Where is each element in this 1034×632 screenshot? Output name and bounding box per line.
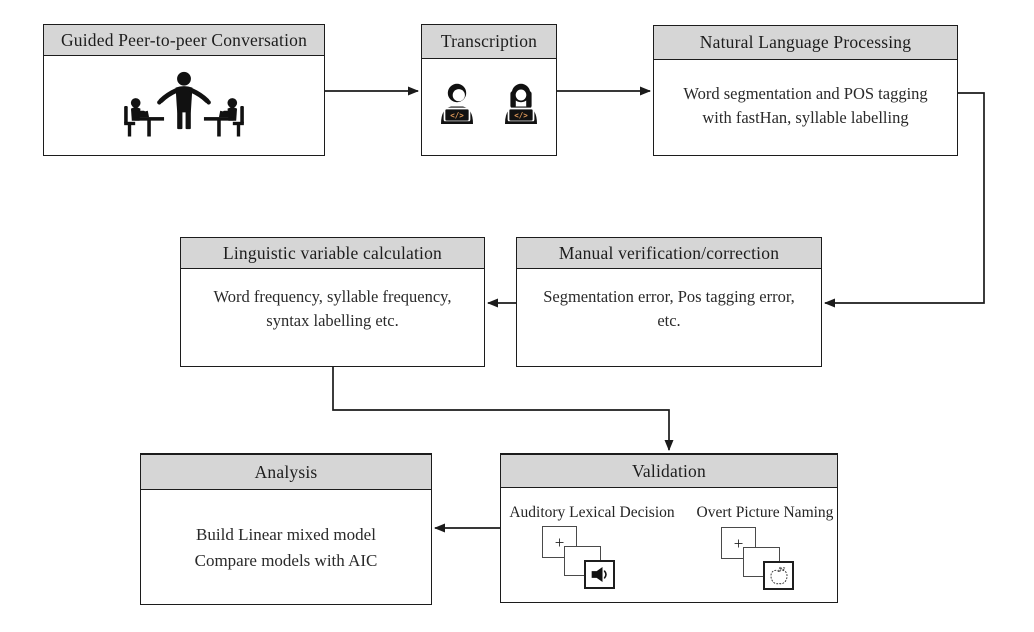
box-transcription-header bbox=[422, 25, 556, 59]
box-linguistic-body bbox=[181, 269, 484, 333]
fixation-cross: + bbox=[733, 533, 744, 553]
box-validation bbox=[500, 453, 838, 603]
transcriber-male-icon bbox=[434, 82, 480, 124]
box-nlp-body bbox=[654, 60, 957, 130]
nlp-body-line: Word segmentation and POS tagging bbox=[683, 84, 928, 103]
audio-stimulus-card bbox=[584, 560, 615, 589]
transcriber-female-icon bbox=[498, 82, 544, 124]
box-manual-header bbox=[517, 238, 821, 269]
box-linguistic bbox=[180, 237, 485, 367]
box-analysis-body bbox=[141, 490, 431, 574]
apple-icon bbox=[768, 564, 790, 587]
box-transcription-body bbox=[422, 59, 556, 153]
box-conversation-header bbox=[44, 25, 324, 56]
box-analysis bbox=[140, 453, 432, 605]
box-manual-body bbox=[517, 269, 821, 333]
box-manual-title: Manual verification/correction bbox=[558, 242, 780, 263]
code-glyph: </> bbox=[450, 111, 464, 121]
box-manual bbox=[516, 237, 822, 367]
box-validation-title: Validation bbox=[632, 460, 706, 481]
speaker-icon bbox=[590, 565, 610, 584]
code-glyph: </> bbox=[514, 111, 528, 121]
box-conversation-body bbox=[44, 56, 324, 153]
box-nlp-header bbox=[654, 26, 957, 60]
analysis-body-line: Compare models with AIC bbox=[194, 551, 378, 570]
fixation-cross: + bbox=[554, 532, 565, 552]
box-analysis-header bbox=[141, 455, 431, 490]
analysis-body-line: Build Linear mixed model bbox=[196, 525, 376, 544]
box-validation-body bbox=[501, 488, 837, 600]
peer-conversation-icon bbox=[100, 64, 268, 146]
manual-body-line: Segmentation error, Pos tagging error, bbox=[543, 287, 795, 306]
box-linguistic-title: Linguistic variable calculation bbox=[222, 242, 443, 263]
auditory-lexical-decision-label: Auditory Lexical Decision bbox=[509, 504, 675, 521]
box-validation-header bbox=[501, 455, 837, 488]
arrow-linguistic-to-validation bbox=[333, 367, 669, 450]
auditory-trial-card-stack bbox=[542, 526, 618, 590]
overt-picture-naming-label: Overt Picture Naming bbox=[696, 504, 834, 521]
box-nlp bbox=[653, 25, 958, 156]
manual-body-line: etc. bbox=[657, 311, 681, 330]
box-linguistic-header bbox=[181, 238, 484, 269]
picture-stimulus-card bbox=[763, 561, 794, 590]
box-conversation bbox=[43, 24, 325, 156]
naming-trial-card-stack bbox=[721, 527, 797, 591]
nlp-body-line: with fastHan, syllable labelling bbox=[702, 108, 909, 127]
linguistic-body-line: syntax labelling etc. bbox=[266, 311, 399, 330]
box-transcription bbox=[421, 24, 557, 156]
linguistic-body-line: Word frequency, syllable frequency, bbox=[213, 287, 452, 306]
box-nlp-title: Natural Language Processing bbox=[699, 32, 912, 52]
box-analysis-title: Analysis bbox=[254, 461, 318, 482]
box-conversation-title: Guided Peer-to-peer Conversation bbox=[60, 29, 308, 50]
box-transcription-title: Transcription bbox=[440, 31, 538, 51]
